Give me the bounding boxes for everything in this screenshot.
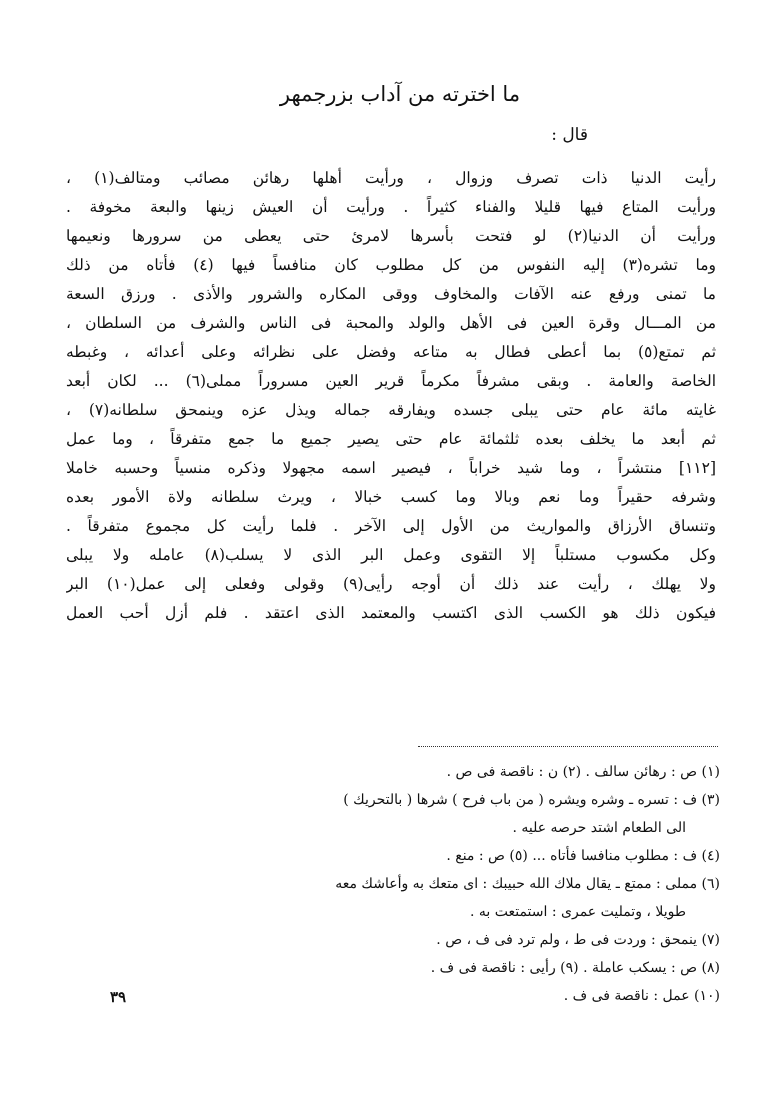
footnote: (١٠) عمل : ناقصة فى ف . — [563, 988, 720, 1004]
page-number: ٣٩ — [110, 988, 127, 1006]
footnote: (٤) ف : مطلوب منافسا فأتاه ... (٥) ص : منع . — [446, 848, 720, 864]
body-line: من المـــال وقرة العين فى الأهل والولد والمحبة فى الناس والشرف من السلطان ، — [66, 314, 716, 332]
footnote: (٧) ينمحق : وردت فى ط ، ولم ترد فى ف ، ص . — [436, 932, 720, 948]
body-line: ورأيت المتاع فيها قليلا والفناء كثيراً . ورأيت أن العيش زينها والبعة مخوفة . — [66, 198, 716, 216]
body-line: ورأيت أن الدنيا(٢) لو فتحت بأسرها لامرئ حتى يعطى من سرورها ونعيمها — [66, 227, 716, 245]
body-line: ولا يهلك ، رأيت عند ذلك أن أوجه رأيى(٩) وقولى وفعلى إلى عمل(١٠) البر — [66, 575, 716, 593]
body-text — [66, 164, 716, 628]
body-line: ثم تمتع(٥) بما أعطى فطال به متاعه وفضل على نظرائه وعلى أعدائه ، وغبطه — [66, 343, 716, 361]
body-line: الخاصة والعامة . وبقى مشرفاً مكرماً قرير العين مسروراً مملى(٦) ... لكان أبعد — [66, 372, 716, 390]
footnote: طويلا ، وتمليت عمرى : استمتعت به . — [469, 904, 686, 920]
body-line: [١١٢] منتشراً ، وما شيد خراباً ، فيصير اسمه مجهولا وذكره منسياً وحسبه خاملا — [66, 459, 716, 477]
footnote-divider — [418, 746, 718, 747]
body-line: ثم أبعد ما يخلف بعده ثلثمائة عام حتى يصير جميع ما جمع متفرقاً ، وما عمل — [66, 430, 716, 448]
body-line: وشرفه حقيراً وما نعم وبالا وما كسب خبالا ، ويرث سلطانه ولاة الأمور بعده — [66, 488, 716, 506]
body-line: وما تشره(٣) إليه النفوس من كل مطلوب كان منافساً فيها (٤) فأتاه من ذلك — [66, 256, 716, 274]
footnote: (٦) مملى : ممتع ـ يقال ملاك الله حبيبك : اى متعك به وأعاشك معه — [335, 876, 720, 892]
body-line: وكل مكسوب مستلباً إلا التقوى وعمل البر الذى لا يسلب(٨) عامله ولا يبلى — [66, 546, 716, 564]
footnote: (١) ص : رهائن سالف . (٢) ن : ناقصة فى ص . — [446, 764, 720, 780]
footnotes — [60, 758, 720, 1010]
body-line: فيكون ذلك هو الكسب الذى اكتسب والمعتمد الذى اعتقد . فلم أزل أحب العمل — [66, 604, 716, 622]
footnote: الى الطعام اشتد حرصه عليه . — [512, 820, 686, 836]
intro-text: قال : — [551, 125, 588, 145]
footnote: (٣) ف : تسره ـ وشره ويشره ( من باب فرح ) شرها ( بالتحريك ) — [343, 792, 720, 808]
body-line: رأيت الدنيا ذات تصرف وزوال ، ورأيت أهلها رهائن مصائب ومتالف(١) ، — [66, 169, 716, 187]
footnote: (٨) ص : يسكب عاملة . (٩) رأيى : ناقصة فى ف . — [430, 960, 720, 976]
body-line: ما تمنى ورفع عنه الآفات والمخاوف ووقى المكاره والشرور والأذى . ورزق السعة — [66, 285, 716, 303]
page-title: ما اخترته من آداب بزرجمهر — [279, 82, 521, 106]
body-line: وتنساق الأرزاق والمواريث من الأول إلى الآخر . فلما رأيت كل مجموع متفرقاً . — [66, 517, 716, 535]
body-line: غايته مائة عام حتى يبلى جسده ويفارقه جماله ويذل عزه وينمحق سلطانه(٧) ، — [66, 401, 716, 419]
